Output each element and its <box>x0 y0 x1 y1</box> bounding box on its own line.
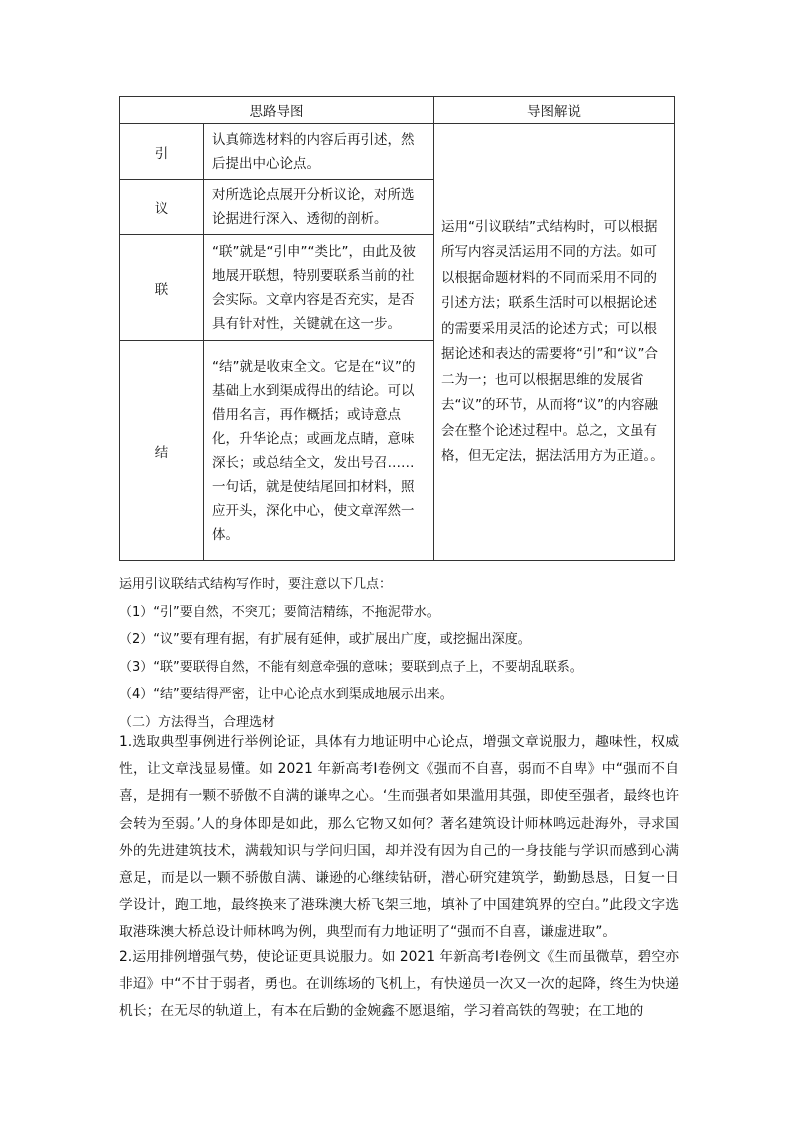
table-row <box>120 124 675 180</box>
table-header-row <box>120 97 675 124</box>
row-text-yin: 认真筛选材料的内容后再引述，然后提出中心论点。 <box>204 124 434 180</box>
note-item: （2）“议”要有理有据，有扩展有延伸，或扩展出广度，或挖掘出深度。 <box>119 632 531 647</box>
note-item: （4）“结”要结得严密，让中心论点水到渠成地展示出来。 <box>119 687 453 702</box>
row-text-lian: “联”就是“引申”“类比”，由此及彼地展开联想，特别要联系当前的社会实际。文章内容是否充实，是否具有针对性，关键就在这一步。 <box>204 235 434 341</box>
explanation-cell: 运用“引议联结”式结构时，可以根据所写内容灵活运用不同的方法。如可以根据命题材料的不同而采用不同的引述方法；联系生活时可以根据论述的需要采用灵活的论述方式；可以根据论述和表达的需要将“引”和“议”合二为一；也可以根据思维的发展省去“议”的环节，从而将“议”的内容融会在整个论述过程中。总之，文虽有格，但无定法，据法活用方为正道。。 <box>434 124 675 561</box>
row-text-jie: “结”就是收束全文。它是在“议”的基础上水到渠成得出的结论。可以借用名言，再作概括；或诗意点化，升华论点；或画龙点睛，意味深长；或总结全文，发出号召……一句话，就是使结尾回扣材料，照应开头，深化中心，使文章浑然一体。 <box>204 341 434 561</box>
header-explanation: 导图解说 <box>434 97 675 124</box>
paragraph-1: 1.选取典型事例进行举例论证，具体有力地证明中心论点，增强文章说服力，趣味性，权威性，让文章浅显易懂。如 2021 年新高考Ⅰ卷例文《强而不自喜，弱而不自卑》中“强而不自喜，是拥有一颗不骄傲不自满的谦卑之心。‘生而强者如果滥用其强，即使至强者，最终也许会转为至弱。’人的身体即是如此，那么它物又如何？著名建筑设计师林鸣远赴海外，寻求国外的先进建筑技术，满载知识与学问归国，却并没有因为自己的一身技能与学识而感到心满意足，而是以一颗不骄傲自满、谦逊的心继续钻研，潜心研究建筑学，勤勤恳恳，日复一日学设计，跑工地，最终换来了港珠澳大桥飞架三地，填补了中国建筑界的空白。”此段文字选取港珠澳大桥总设计师林鸣为例，典型而有力地证明了“强而不自喜，谦虚进取”。 <box>119 734 679 941</box>
row-key-jie: 结 <box>120 341 204 561</box>
notes-intro: 运用引议联结式结构写作时，要注意以下几点： <box>119 577 393 592</box>
notes-block <box>119 571 679 736</box>
paragraph-2: 2.运用排例增强气势，使论证更具说服力。如 2021 年新高考Ⅰ卷例文《生而虽微草，碧空亦非迢》中“不甘于弱者，勇也。在训练场的飞机上，有快递员一次又一次的起降，终生为快递机长；在无尽的轨道上，有本在后勤的金婉鑫不愿退缩，学习着高铁的驾驶；在工地的 <box>119 949 679 1020</box>
row-text-yi: 对所选论点展开分析议论，对所选论据进行深入、透彻的剖析。 <box>204 180 434 235</box>
header-mind-map: 思路导图 <box>120 97 434 124</box>
row-key-yin: 引 <box>120 124 204 180</box>
note-item: （1）“引”要自然，不突兀；要简洁精练，不拖泥带水。 <box>119 604 440 620</box>
section-heading: （二）方法得当，合理选材 <box>119 714 276 730</box>
row-key-lian: 联 <box>120 235 204 341</box>
row-key-yi: 议 <box>120 180 204 235</box>
note-item: （3）“联”要联得自然，不能有刻意牵强的意味；要联到点子上，不要胡乱联系。 <box>119 659 583 675</box>
mind-map-table <box>119 96 675 561</box>
